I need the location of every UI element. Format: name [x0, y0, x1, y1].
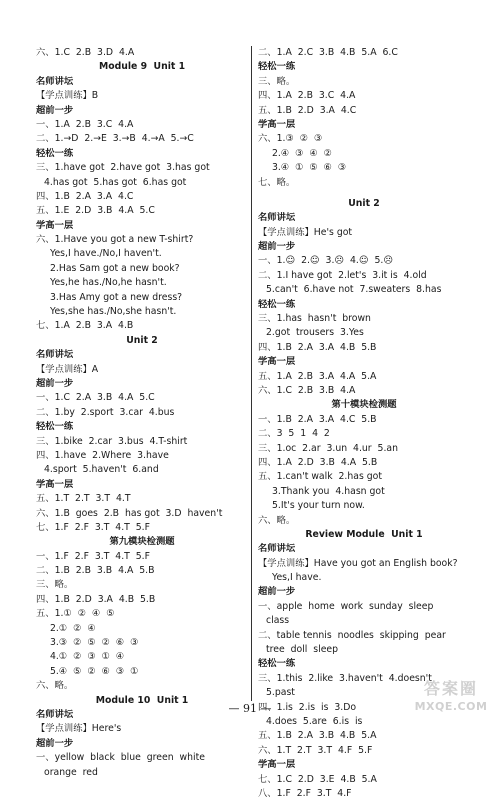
- answer-line: orange red: [44, 766, 98, 778]
- answer-line: 二、table tennis noodles skipping pear: [258, 629, 446, 641]
- answer-line: 七、1.A 2.B 3.A 4.B: [36, 320, 134, 332]
- answer-line: 八、1.F 2.F 3.T 4.F: [258, 787, 352, 799]
- answer-line: 六、1.C 2.B 3.D 4.A: [36, 47, 135, 58]
- subsection-label: 名师讲坛: [36, 349, 74, 361]
- answer-line: 三、1.have got 2.have got 3.has got: [36, 162, 210, 174]
- subsection-label: 超前一步: [36, 377, 74, 389]
- answer-line: 4.does 5.are 6.is is: [266, 715, 363, 727]
- answer-line: 4.has got 5.has got 6.has got: [44, 176, 187, 188]
- answer-line: 四、1.A 2.B 3.C 4.A: [258, 90, 356, 102]
- section-heading: Unit 2: [348, 197, 380, 209]
- answer-line: 【学点训练】Here's: [36, 723, 122, 735]
- answer-line: 四、1.A 2.D 3.B 4.A 5.B: [258, 456, 378, 468]
- answer-line: 五、1.B 2.A 3.B 4.B 5.A: [258, 730, 377, 742]
- answer-line: 四、1.B 2.A 3.A 4.C: [36, 190, 134, 202]
- section-heading: Review Module Unit 1: [305, 528, 423, 540]
- answer-line: Yes,I have./No,I haven't.: [50, 248, 162, 260]
- answer-line: 二、1.B 2.B 3.B 4.A 5.B: [36, 565, 155, 577]
- subsection-label: 轻松一练: [258, 658, 296, 670]
- answer-line: Yes,I have.: [272, 572, 322, 584]
- answer-line: 【学点训练】A: [36, 363, 99, 375]
- answer-line: 一、apple home work sunday sleep: [258, 600, 434, 612]
- answer-line: 六、1.C 2.B 3.B 4.A: [258, 384, 356, 396]
- answer-line: 一、1.F 2.F 3.T 4.T 5.F: [36, 550, 150, 562]
- answer-line: 五、1.B 2.D 3.A 4.C: [258, 104, 357, 116]
- answer-line: 三、略。: [258, 75, 296, 87]
- watermark-logo: [408, 680, 494, 720]
- answer-line: 四、1.B 2.A 3.A 4.B 5.B: [258, 341, 377, 353]
- watermark-top-text: 答案圈: [423, 679, 478, 698]
- answer-line: 一、1.B 2.A 3.A 4.C 5.B: [258, 413, 377, 425]
- answer-line: 七、1.F 2.F 3.T 4.T 5.F: [36, 521, 150, 533]
- answer-line: 四、1.B 2.D 3.A 4.B 5.B: [36, 593, 156, 605]
- watermark-bottom-text: MXQE.COM: [414, 700, 488, 713]
- answer-line: 五、1.① ② ④ ⑤: [36, 608, 115, 620]
- answer-line: 一、yellow black blue green white: [36, 752, 205, 764]
- answer-line: 二、1.A 2.C 3.B 4.B 5.A 6.C: [258, 47, 398, 58]
- answer-line: 四、1.have 2.Where 3.have: [36, 449, 169, 461]
- answer-line: 五、1.can't walk 2.has got: [258, 471, 382, 483]
- subsection-label: 轻松一练: [258, 298, 296, 310]
- answer-line: 2.Has Sam got a new book?: [50, 262, 180, 274]
- subsection-label: 超前一步: [258, 241, 296, 253]
- answer-line: 六、1.③ ② ③: [258, 133, 323, 145]
- answer-line: 3.Has Amy got a new dress?: [50, 291, 183, 303]
- section-heading: Module 9 Unit 1: [98, 61, 186, 73]
- answer-line: 三、1.this 2.like 3.haven't 4.doesn't: [258, 672, 432, 684]
- answer-line: 三、1.oc 2.ar 3.un 4.ur 5.an: [258, 442, 398, 454]
- answer-line: class: [266, 615, 290, 627]
- answer-line: [258, 190, 470, 197]
- subsection-label: 学高一层: [36, 219, 74, 231]
- answer-line: 一、1.C 2.A 3.B 4.A 5.C: [36, 392, 155, 404]
- subsection-label: 名师讲坛: [258, 212, 296, 224]
- subsection-label: 学高一层: [258, 356, 296, 368]
- section-heading: 第十模块检测题: [331, 399, 397, 411]
- subsection-label: 学高一层: [36, 478, 74, 490]
- subsection-label: 名师讲坛: [258, 543, 296, 555]
- section-heading: Unit 2: [126, 334, 158, 346]
- subsection-label: 轻松一练: [258, 61, 296, 73]
- answer-line: 4.sport 5.haven't 6.and: [44, 464, 159, 476]
- answer-line: 二、1.by 2.sport 3.car 4.bus: [36, 406, 175, 418]
- answer-line: 一、1.A 2.B 3.C 4.A: [36, 118, 134, 130]
- column-divider: [251, 46, 252, 701]
- answer-line: 六、略。: [258, 514, 296, 526]
- answer-line: 三、略。: [36, 579, 74, 591]
- answer-line: 六、1.Have you got a new T-shirt?: [36, 234, 194, 246]
- subsection-label: 学高一层: [258, 118, 296, 130]
- answer-line: 2.④ ③ ④ ②: [272, 147, 332, 159]
- subsection-label: 超前一步: [258, 586, 296, 598]
- answer-line: 六、1.T 2.T 3.T 4.F 5.F: [258, 744, 373, 756]
- answer-line: 2.got trousers 3.Yes: [266, 327, 364, 339]
- answer-line: 二、1.I have got 2.let's 3.it is 4.old: [258, 269, 427, 281]
- answer-line: 六、略。: [36, 680, 74, 692]
- answer-line: 一、1.☺ 2.☺ 3.☹ 4.☺ 5.☹: [258, 255, 394, 267]
- answer-line: 七、1.C 2.D 3.E 4.B 5.A: [258, 773, 377, 785]
- section-heading: Module 10 Unit 1: [95, 694, 189, 706]
- answer-line: 五、1.E 2.D 3.B 4.A 5.C: [36, 205, 155, 217]
- answer-line: 五、1.A 2.B 3.A 4.A 5.A: [258, 370, 377, 382]
- subsection-label: 轻松一练: [36, 147, 74, 159]
- answer-line: 3.③ ② ⑤ ② ⑥ ③: [50, 637, 139, 649]
- answer-line: 3.Thank you 4.hasn got: [272, 485, 385, 497]
- subsection-label: 名师讲坛: [36, 75, 74, 87]
- subsection-label: 学高一层: [258, 759, 296, 771]
- subsection-label: 超前一步: [36, 104, 74, 116]
- answer-line: 【学点训练】B: [36, 90, 99, 102]
- answer-line: 七、略。: [258, 176, 296, 188]
- answer-line: 三、1.bike 2.car 3.bus 4.T-shirt: [36, 435, 188, 447]
- subsection-label: 轻松一练: [36, 421, 74, 433]
- answer-line: tree doll sleep: [266, 644, 339, 656]
- answer-line: 五、1.T 2.T 3.T 4.T: [36, 493, 131, 505]
- answer-line: 3.④ ① ⑤ ⑥ ③: [272, 162, 347, 174]
- answer-line: 5.past: [266, 687, 295, 699]
- answer-line: 【学点训练】Have you got an English book?: [258, 557, 458, 569]
- subsection-label: 名师讲坛: [36, 708, 74, 720]
- answer-line: Yes,he has./No,he hasn't.: [50, 277, 167, 289]
- answer-line: 5.It's your turn now.: [272, 500, 365, 512]
- page-number: — 91 —: [228, 702, 272, 715]
- answer-line: 【学点训练】He's got: [258, 226, 353, 238]
- answer-line: 三、1.has hasn't brown: [258, 313, 371, 325]
- answer-line: 二、1.→D 2.→E 3.→B 4.→A 5.→C: [36, 133, 194, 145]
- subsection-label: 超前一步: [36, 737, 74, 749]
- answer-line: 二、3 5 1 4 2: [258, 428, 330, 440]
- answer-line: Yes,she has./No,she hasn't.: [50, 306, 177, 318]
- answer-line: 2.① ② ④: [50, 622, 96, 634]
- answer-line: 4.① ② ③ ① ④: [50, 651, 125, 663]
- left-column: [36, 46, 248, 780]
- answer-line: 5.④ ⑤ ② ⑥ ③ ①: [50, 665, 139, 677]
- answer-line: 四、1.is 2.is is 3.Do: [258, 701, 357, 713]
- section-heading: 第九模块检测题: [109, 536, 175, 548]
- answer-line: 六、1.B goes 2.B has got 3.D haven't: [36, 507, 223, 519]
- answer-line: 5.can't 6.have not 7.sweaters 8.has: [266, 284, 442, 296]
